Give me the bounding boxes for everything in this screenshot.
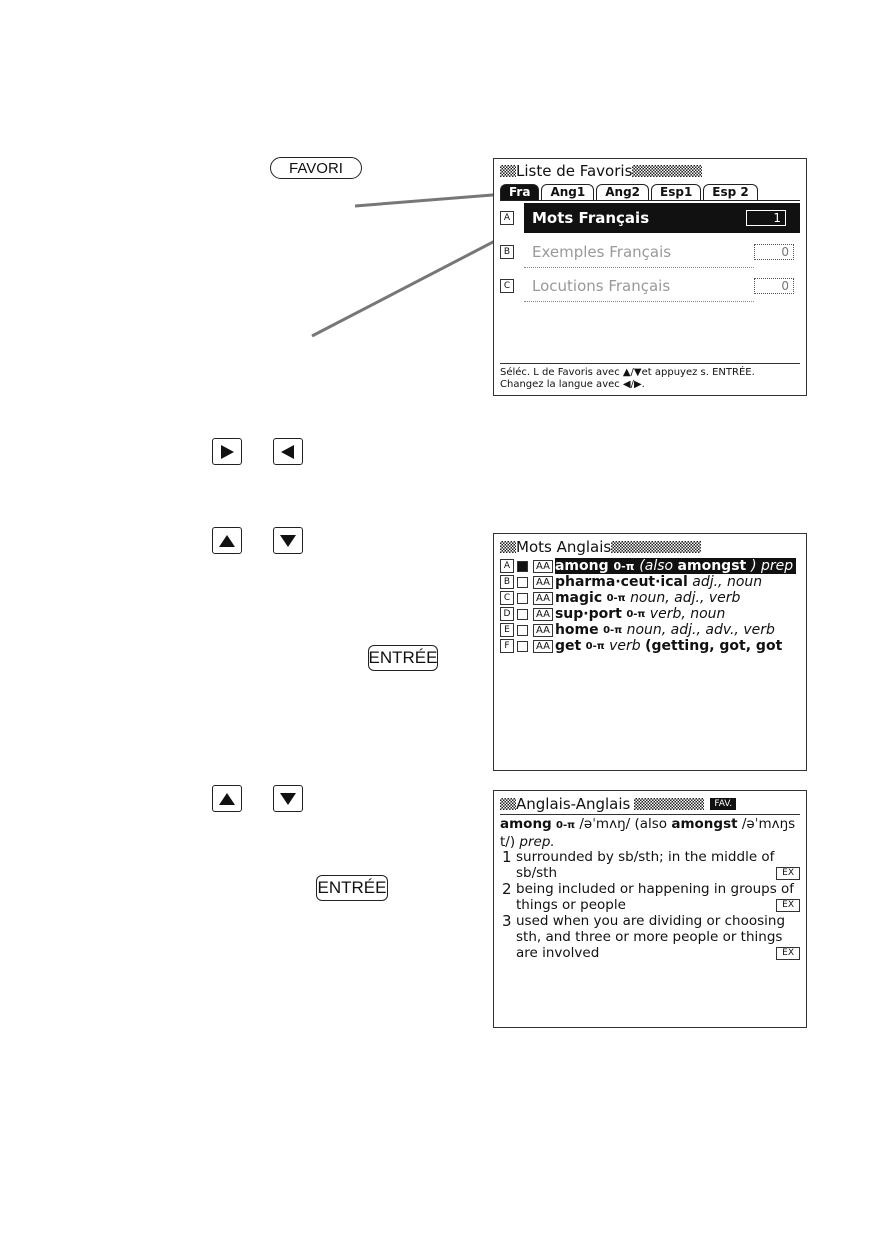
checkbox[interactable] — [517, 625, 528, 636]
sense-text: surrounded by sb/sth; in the middle of sb/sth — [516, 849, 775, 881]
word-pos: adj., noun — [692, 574, 763, 590]
up-arrow-icon — [218, 534, 236, 548]
checkbox[interactable] — [517, 593, 528, 604]
headword: among — [500, 816, 552, 832]
up-arrow-icon — [218, 792, 236, 806]
up-arrow-key-2[interactable] — [212, 785, 242, 812]
word-row-home[interactable] — [500, 622, 800, 638]
favorites-title: Liste de Favoris — [516, 162, 633, 180]
checker-pattern — [632, 165, 702, 177]
word-row-among[interactable] — [500, 558, 800, 574]
entree-key-label: ENTRÉE — [368, 648, 438, 667]
key-icon: 0-π — [585, 640, 605, 652]
word-text: sup·port — [554, 606, 622, 622]
words-list-screen — [493, 533, 807, 771]
word-row-support[interactable] — [500, 606, 800, 622]
sense-number: 1 — [502, 848, 512, 866]
tab-esp2[interactable]: Esp 2 — [703, 184, 757, 200]
row-label: Mots Français — [524, 203, 800, 233]
word-rest: (also — [639, 558, 678, 574]
favorites-row-locutions[interactable] — [500, 271, 800, 301]
checkbox[interactable] — [517, 577, 528, 588]
pronunciation-2: /əˈmʌŋs — [741, 816, 796, 832]
tab-esp1[interactable]: Esp1 — [651, 184, 701, 200]
favorites-row-mots[interactable] — [500, 203, 800, 233]
checker-pattern — [634, 798, 704, 810]
sense-number: 2 — [502, 880, 512, 898]
entree-key-1[interactable] — [368, 645, 438, 671]
aa-badge: AA — [533, 592, 553, 605]
tab-ang2[interactable]: Ang2 — [596, 184, 649, 200]
checker-pattern — [500, 541, 516, 553]
sense-number: 3 — [502, 912, 512, 930]
row-count: 0 — [754, 278, 794, 294]
down-arrow-icon — [279, 534, 297, 548]
down-arrow-icon — [279, 792, 297, 806]
key-icon: 0-π — [613, 560, 635, 573]
sense-1 — [500, 849, 800, 881]
word-pos: noun, adj., verb — [630, 590, 741, 606]
also-word: amongst — [671, 816, 738, 832]
entree-key-label: ENTRÉE — [317, 878, 387, 897]
word-pos: ) prep — [751, 558, 794, 574]
definition-headline — [500, 816, 800, 850]
row-count: 0 — [754, 244, 794, 260]
row-label: Locutions Français — [524, 271, 754, 302]
footer-line-2: Changez la langue avec ◀/▶. — [500, 379, 645, 390]
definition-title: Anglais-Anglais — [516, 795, 631, 813]
aa-badge: AA — [533, 576, 553, 589]
checker-pattern — [500, 798, 516, 810]
word-pos: noun, adj., adv., verb — [626, 622, 775, 638]
aa-badge: AA — [533, 608, 553, 621]
sense-text: being included or happening in groups of things or people — [516, 881, 795, 913]
sense-text: used when you are dividing or choosing sth, and three or more people or things are involved — [516, 913, 786, 961]
row-letter: A — [500, 559, 514, 573]
word-row-pharmaceutical[interactable] — [500, 574, 800, 590]
word-text: get — [554, 638, 582, 654]
key-icon: 0-π — [606, 592, 626, 604]
example-button[interactable]: EX — [776, 867, 800, 880]
word-pos: verb, noun — [649, 606, 726, 622]
entree-key-2[interactable] — [316, 875, 388, 901]
aa-badge: AA — [533, 640, 553, 653]
favorites-list-screen — [493, 158, 807, 396]
pointer-line-list — [312, 228, 520, 336]
part-of-speech: prep. — [519, 834, 555, 850]
aa-badge: AA — [533, 560, 553, 573]
row-letter: F — [500, 639, 514, 653]
aa-badge: AA — [533, 624, 553, 637]
word-row-magic[interactable] — [500, 590, 800, 606]
words-title: Mots Anglais — [516, 538, 612, 556]
pointer-line-tabs — [355, 194, 505, 206]
row-letter: E — [500, 623, 514, 637]
checkbox[interactable] — [517, 641, 528, 652]
sense-2 — [500, 881, 800, 913]
up-arrow-key[interactable] — [212, 527, 242, 554]
down-arrow-key-2[interactable] — [273, 785, 303, 812]
definition-screen — [493, 790, 807, 1028]
down-arrow-key[interactable] — [273, 527, 303, 554]
checker-pattern — [611, 541, 701, 553]
words-title-bar — [500, 537, 800, 557]
tab-fra[interactable]: Fra — [500, 184, 539, 200]
word-rest-bold: (getting, got, got — [645, 638, 783, 654]
example-button[interactable]: EX — [776, 947, 800, 960]
left-arrow-icon — [280, 444, 296, 460]
row-letter: C — [500, 591, 514, 605]
word-text: magic — [554, 590, 603, 606]
checker-pattern — [500, 165, 516, 177]
key-icon: 0-π — [603, 624, 623, 636]
favorites-footer — [500, 363, 800, 391]
word-text: among — [554, 558, 609, 574]
row-letter: D — [500, 607, 514, 621]
row-letter: B — [500, 245, 514, 259]
tab-ang1[interactable]: Ang1 — [541, 184, 594, 200]
favori-key-label: FAVORI — [289, 159, 343, 177]
row-letter: B — [500, 575, 514, 589]
right-arrow-key[interactable] — [212, 438, 242, 465]
fav-badge: FAV. — [710, 798, 736, 810]
pronunciation: /əˈmʌŋ/ — [579, 816, 631, 832]
left-arrow-key[interactable] — [273, 438, 303, 465]
sense-3 — [500, 913, 800, 961]
key-icon: 0-π — [556, 820, 576, 831]
word-rest-bold: amongst — [677, 558, 747, 574]
key-icon: 0-π — [626, 608, 646, 620]
also-text: (also — [634, 816, 668, 832]
favorites-row-exemples[interactable] — [500, 237, 800, 267]
word-text: pharma·ceut·ical — [554, 574, 688, 590]
favorites-title-bar — [500, 161, 800, 181]
example-button[interactable]: EX — [776, 899, 800, 912]
language-tabs — [500, 184, 800, 201]
word-pos: verb — [609, 638, 641, 654]
row-label: Exemples Français — [524, 237, 754, 268]
footer-line-1: Séléc. L de Favoris avec ▲/▼et appuyez s. ENTRÉE. — [500, 367, 755, 378]
right-arrow-icon — [219, 444, 235, 460]
row-count: 1 — [746, 210, 786, 226]
checkbox[interactable] — [517, 561, 528, 572]
pronunciation-tail: t/) — [500, 834, 516, 850]
word-text: home — [554, 622, 599, 638]
row-letter: C — [500, 279, 514, 293]
definition-title-bar — [500, 794, 800, 815]
row-letter: A — [500, 211, 514, 225]
word-row-get[interactable] — [500, 638, 800, 654]
checkbox[interactable] — [517, 609, 528, 620]
